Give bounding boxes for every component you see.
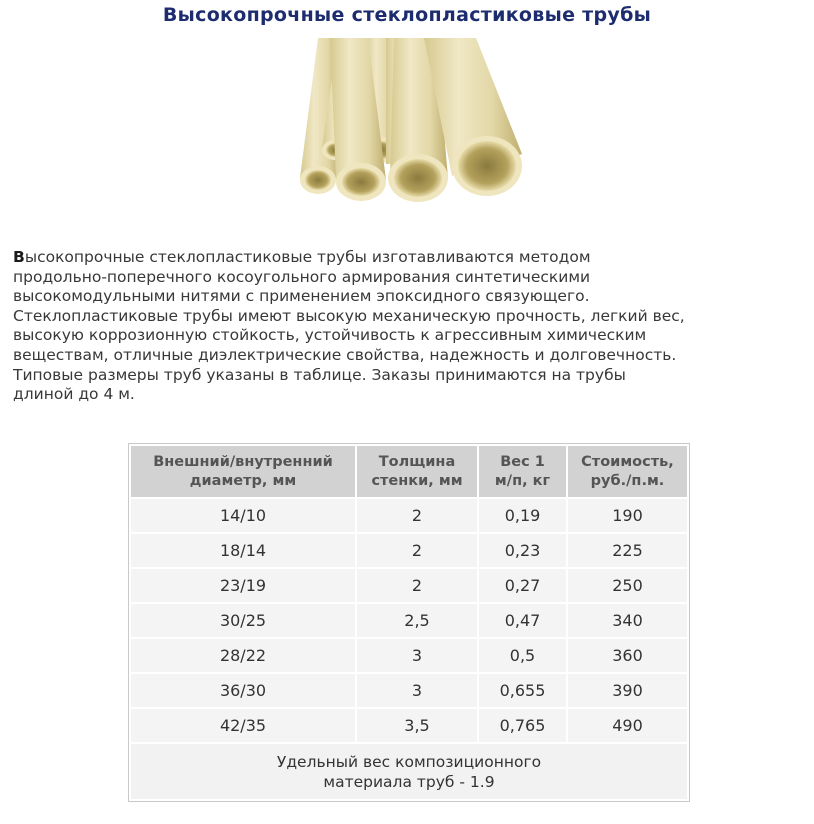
cell-price: 390 (568, 674, 687, 707)
cell-price: 190 (568, 499, 687, 532)
cell-diameter: 42/35 (131, 709, 355, 742)
table-row (131, 534, 687, 567)
cell-weight: 0,23 (479, 534, 566, 567)
cell-diameter: 18/14 (131, 534, 355, 567)
cell-diameter: 36/30 (131, 674, 355, 707)
header-weight: Вес 1 м/п, кг (479, 446, 566, 497)
cell-price: 225 (568, 534, 687, 567)
cell-diameter: 14/10 (131, 499, 355, 532)
page-title: Высокопрочные стеклопластиковые трубы (162, 4, 652, 26)
header-diameter: Внешний/внутренний диаметр, мм (131, 446, 355, 497)
table-row (131, 639, 687, 672)
cell-wall-thickness: 2 (357, 499, 477, 532)
description-line-6: веществам, отличные диэлектрические свойства, надежность и долговечность. (13, 345, 677, 364)
cell-weight: 0,27 (479, 569, 566, 602)
table-row (131, 674, 687, 707)
description-line-1: Высокопрочные стеклопластиковые трубы изготавливаются методом (13, 248, 591, 266)
fiberglass-tubes-photo (290, 36, 530, 208)
description-line-2: продольно-поперечного косоугольного армирования синтетическими (13, 267, 591, 286)
cell-diameter: 30/25 (131, 604, 355, 637)
description (13, 248, 813, 405)
cell-weight: 0,19 (479, 499, 566, 532)
cell-price: 490 (568, 709, 687, 742)
cell-wall-thickness: 3 (357, 639, 477, 672)
cell-wall-thickness: 2 (357, 534, 477, 567)
table-row (131, 499, 687, 532)
cell-diameter: 23/19 (131, 569, 355, 602)
cell-wall-thickness: 3 (357, 674, 477, 707)
table-footer-row (131, 744, 687, 799)
header-price: Стоимость, руб./п.м. (568, 446, 687, 497)
cell-wall-thickness: 2,5 (357, 604, 477, 637)
cell-weight: 0,655 (479, 674, 566, 707)
pipe-sizes-table (128, 443, 690, 802)
first-letter: В (13, 248, 25, 266)
description-line-8: длиной до 4 м. (13, 385, 135, 404)
cell-price: 340 (568, 604, 687, 637)
table-row (131, 604, 687, 637)
cell-price: 250 (568, 569, 687, 602)
cell-wall-thickness: 3,5 (357, 709, 477, 742)
cell-price: 360 (568, 639, 687, 672)
cell-wall-thickness: 2 (357, 569, 477, 602)
table-row (131, 709, 687, 742)
material-density-note: Удельный вес композиционного материала труб - 1.9 (131, 744, 687, 799)
description-line-5: высокую коррозионную стойкость, устойчивость к агрессивным химическим (13, 326, 647, 345)
description-line-4: Стеклопластиковые трубы имеют высокую механическую прочность, легкий вес, (13, 306, 685, 325)
description-line-7: Типовые размеры труб указаны в таблице. Заказы принимаются на трубы (13, 365, 626, 384)
description-line-3: высокомодульными нитями с применением эпоксидного связующего. (13, 287, 590, 306)
table-header-row (131, 446, 687, 497)
cell-weight: 0,47 (479, 604, 566, 637)
cell-diameter: 28/22 (131, 639, 355, 672)
header-wall-thickness: Толщина стенки, мм (357, 446, 477, 497)
table-row (131, 569, 687, 602)
cell-weight: 0,765 (479, 709, 566, 742)
cell-weight: 0,5 (479, 639, 566, 672)
